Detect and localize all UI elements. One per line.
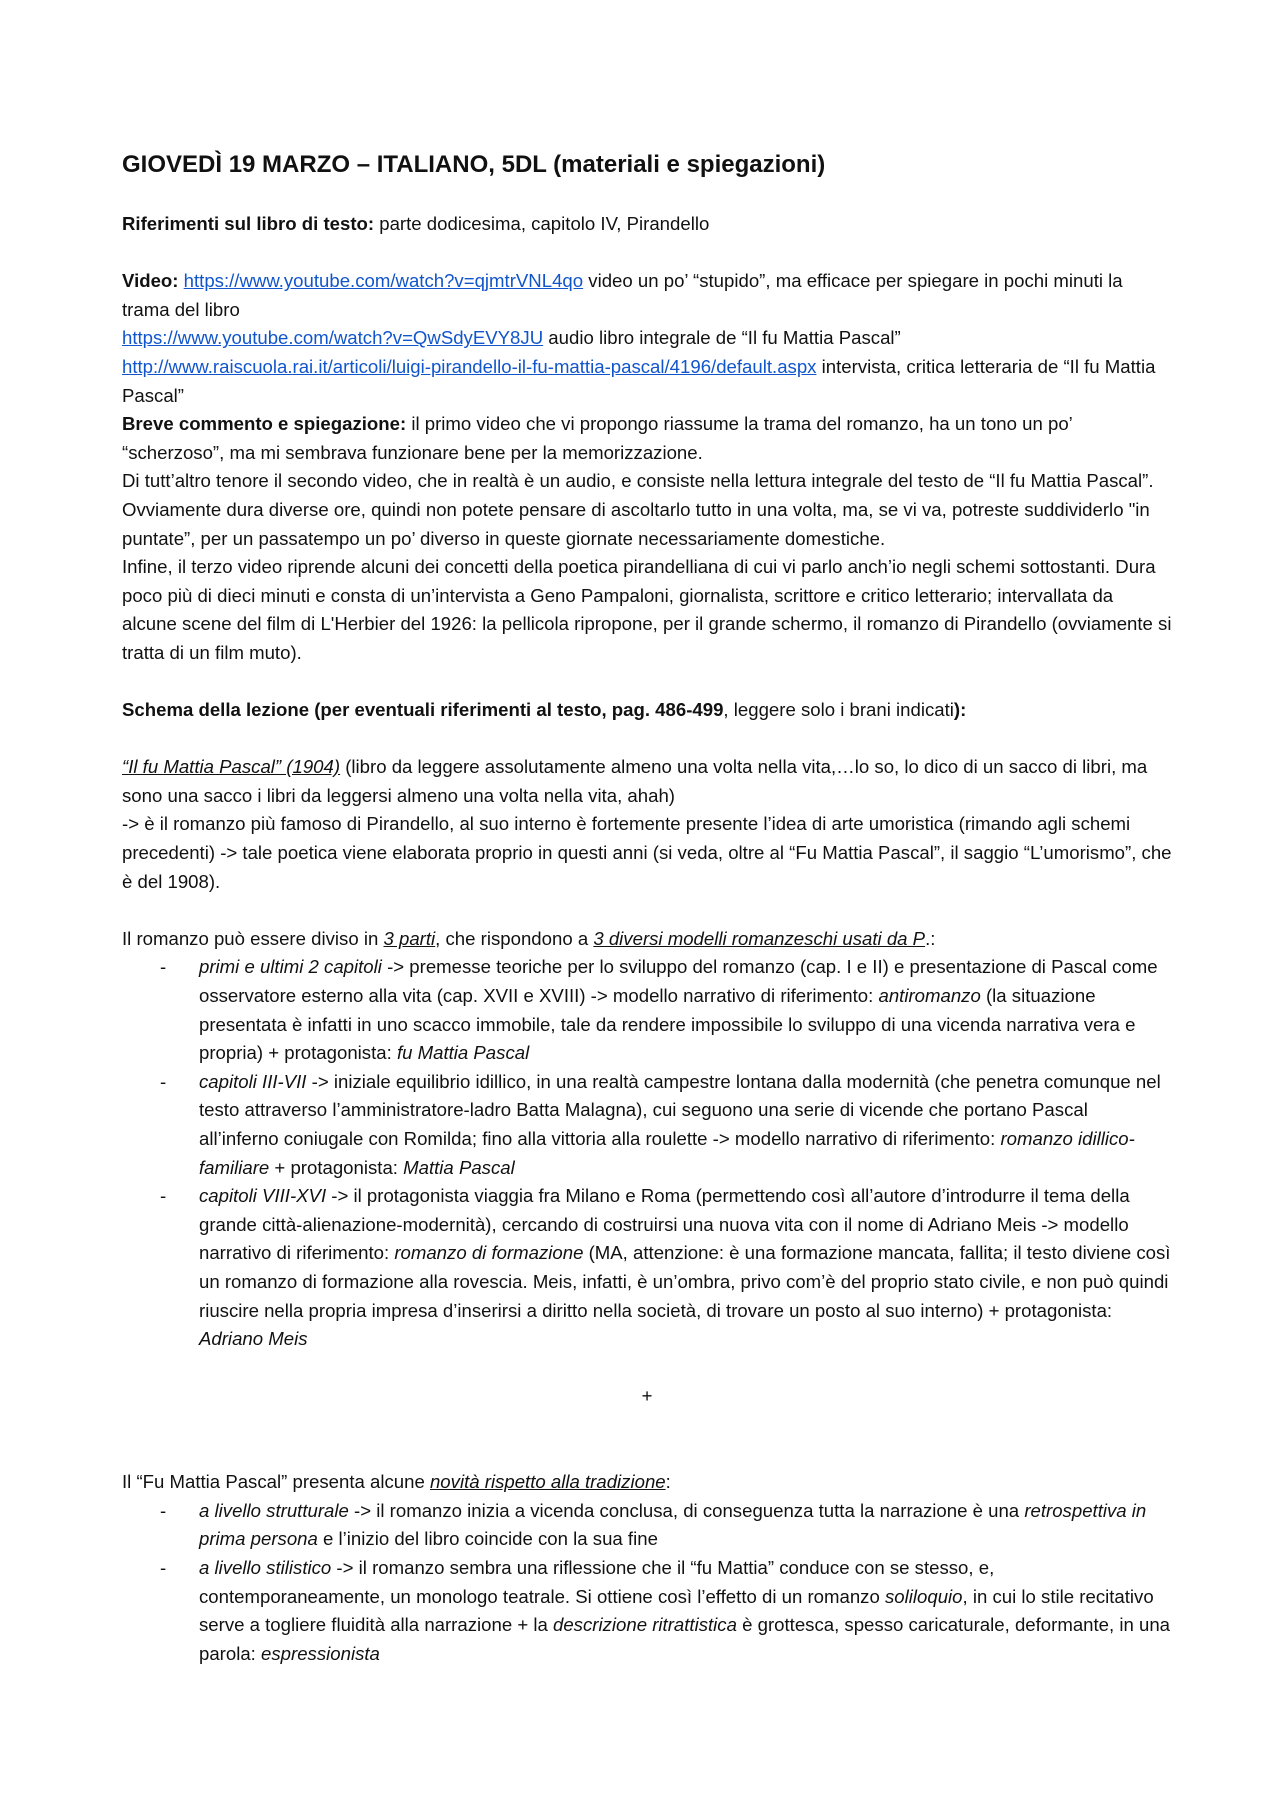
references-text: parte dodicesima, capitolo IV, Pirandello xyxy=(374,213,710,234)
list-item: - capitoli VIII-XVI -> il protagonista viaggia fra Milano e Roma (permettendo così all’autore d’introdurre il tema della grande città-alienazione-modernità), cercando di costruirsi una nuova vita con il nome di Adriano Meis -> modello narrativo di riferimento: romanzo di formazione (MA, attenzione: è una formazione mancata, fallita; il testo diviene così un romanzo di formazione alla rovescia. Meis, infatti, è un’ombra, privo com’è del proprio stato civile, e non può quindi riuscire nella propria impresa d’inserirsi a diritto nella società, di trovare un posto al suo interno) + protagonista: Adriano Meis xyxy=(122,1182,1172,1354)
comment-paragraph xyxy=(122,410,1172,467)
comment-label: Breve commento e spiegazione: xyxy=(122,413,407,435)
list-item: - a livello strutturale -> il romanzo inizia a vicenda conclusa, di conseguenza tutta la narrazione è una retrospettiva in prima persona e l’inizio del libro coincide con la sua fine xyxy=(122,1497,1172,1554)
video-link-2[interactable]: https://www.youtube.com/watch?v=QwSdyEVY8JU xyxy=(122,327,544,349)
video-paragraph xyxy=(122,267,1172,410)
video-label: Video: xyxy=(122,270,179,292)
page-title: GIOVEDÌ 19 MARZO – ITALIANO, 5DL (materiali e spiegazioni) xyxy=(122,151,826,178)
references-label: Riferimenti sul libro di testo: xyxy=(122,213,375,234)
list-item: - a livello stilistico -> il romanzo sembra una riflessione che il “fu Mattia” conduce con se stesso, e, contemporaneamente, un monologo teatrale. Si ottiene così l’effetto di un romanzo soliloquio, in cui lo stile recitativo serve a togliere fluidità alla narrazione + la descrizione ritrattistica è grottesca, spesso caricaturale, deformante, in una parola: espressionista xyxy=(122,1554,1172,1668)
comment-paragraph-2: Di tutt’altro tenore il secondo video, che in realtà è un audio, e consiste nella lettura integrale del testo de “Il fu Mattia Pascal”. Ovviamente dura diverse ore, quindi non potete pensare di ascoltarlo tutto in una volta, ma, se vi va, potreste suddividerlo "in puntate”, per un passatempo un po’ diverso in queste giornate necessariamente domestiche. xyxy=(122,470,1154,549)
references-paragraph xyxy=(122,210,1172,239)
video-link-1[interactable]: https://www.youtube.com/watch?v=qjmtrVNL4qo xyxy=(183,270,584,292)
schema-heading: Schema della lezione (per eventuali riferimenti al testo, pag. 486-499, leggere solo i brani indicati): xyxy=(122,699,967,721)
video-desc-3: intervista, critica letteraria de “Il fu Mattia Pascal” xyxy=(122,355,1156,406)
list-item: - capitoli III-VII -> iniziale equilibrio idillico, in una realtà campestre lontana dalla modernità (che penetra comunque nel testo attraverso l’amministratore-ladro Batta Malagna), cui seguono una serie di vicende che portano Pascal all’inferno coniugale con Romilda; fino alla vittoria alla roulette -> modello narrativo di riferimento: romanzo idillico-familiare + protagonista: Mattia Pascal xyxy=(122,1068,1172,1182)
parts-intro: Il romanzo può essere diviso in 3 parti, che rispondono a 3 diversi modelli romanzeschi usati da P.: xyxy=(122,927,936,949)
novel-paragraph xyxy=(122,753,1172,810)
novelty-intro: Il “Fu Mattia Pascal” presenta alcune novità rispetto alla tradizione: xyxy=(122,1471,671,1493)
video-desc-2: audio libro integrale de “Il fu Mattia Pascal” xyxy=(543,327,901,349)
comment-paragraph-3: Infine, il terzo video riprende alcuni dei concetti della poetica pirandelliana di cui vi parlo anch’io negli schemi sottostanti. Dura poco più di dieci minuti e consta di un’intervista a Geno Pampaloni, giornalista, scrittore e critico letterario; intervallata da alcune scene del film di L'Herbier del 1926: la pellicola ripropone, per il grande schermo, il romanzo di Pirandello (ovviamente si tratta di un film muto). xyxy=(122,556,1172,663)
parts-list xyxy=(122,953,1172,1353)
novel-title: “Il fu Mattia Pascal” (1904) xyxy=(122,756,341,778)
document-page xyxy=(122,150,1172,1668)
list-item: - primi e ultimi 2 capitoli -> premesse teoriche per lo sviluppo del romanzo (cap. I e II) e presentazione di Pascal come osservatore esterno alla vita (cap. XVII e XVIII) -> modello narrativo di riferimento: antiromanzo (la situazione presentata è infatti in uno scacco immobile, tale da rendere impossibile lo sviluppo di una vicenda narrativa vera e propria) + protagonista: fu Mattia Pascal xyxy=(122,953,1172,1067)
video-desc-1: video un po’ “stupido”, ma efficace per spiegare in pochi minuti la trama del libro xyxy=(122,270,1123,320)
novel-paragraph-2: -> è il romanzo più famoso di Pirandello, al suo interno è fortemente presente l’idea di arte umoristica (rimando agli schemi precedenti) -> tale poetica viene elaborata proprio in questi anni (si veda, oltre al “Fu Mattia Pascal”, il saggio “L’umorismo”, che è del 1908). xyxy=(122,813,1172,892)
plus-separator: + xyxy=(641,1385,653,1407)
novelty-list xyxy=(122,1497,1172,1669)
comment-text-1: il primo video che vi propongo riassume la trama del romanzo, ha un tono un po’ “scherzoso”, ma mi sembrava funzionare bene per la memorizzazione. xyxy=(122,413,1073,463)
novel-note: (libro da leggere assolutamente almeno una volta nella vita,…lo so, lo dico di un sacco di libri, ma sono una sacco i libri da leggersi almeno una volta nella vita, ahah) xyxy=(122,756,1148,806)
video-link-3[interactable]: http://www.raiscuola.rai.it/articoli/luigi-pirandello-il-fu-mattia-pascal/4196/default.aspx xyxy=(122,355,817,377)
